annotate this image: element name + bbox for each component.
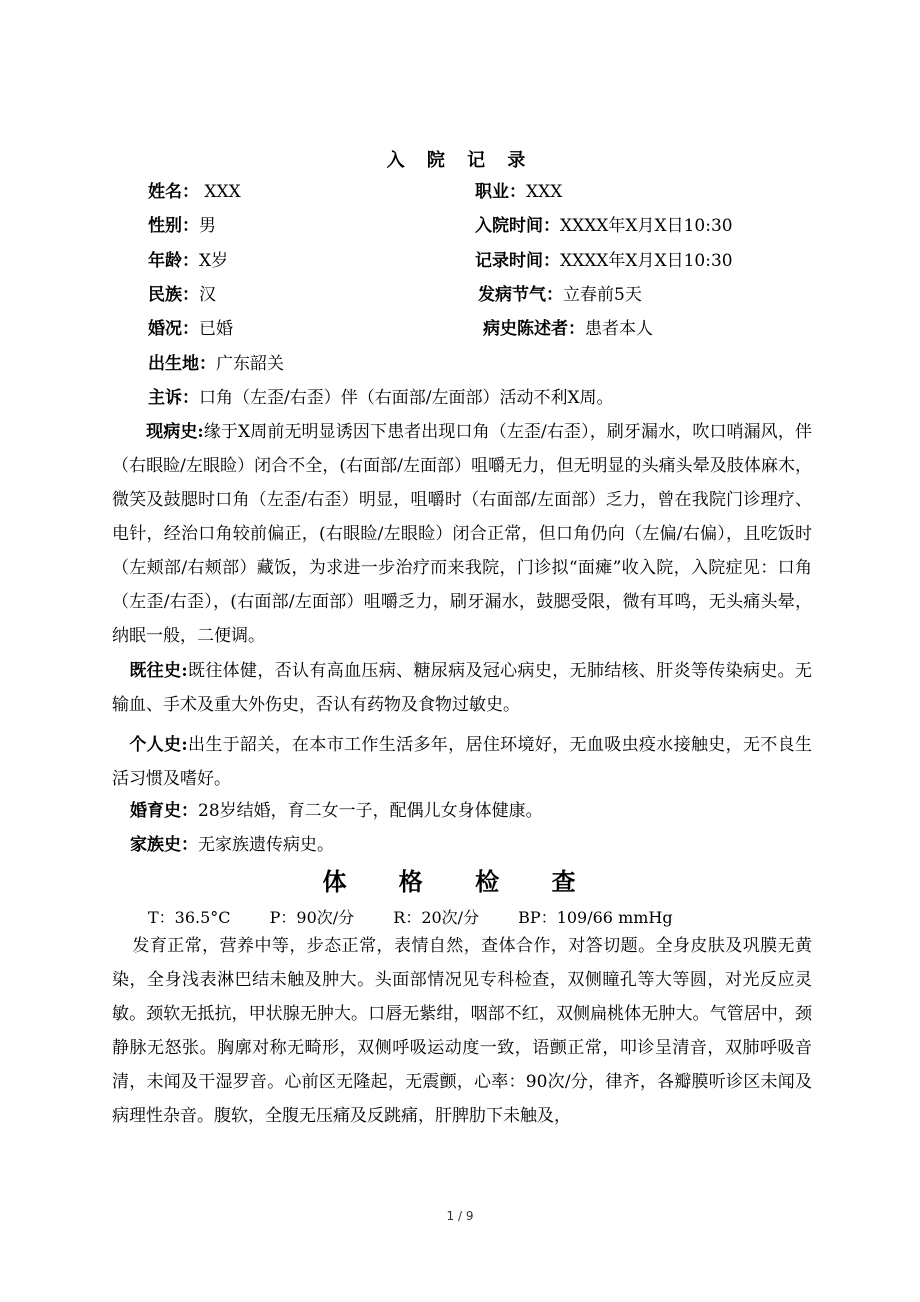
chief-complaint-label: 主诉：	[148, 388, 199, 408]
past-history-label: 既往史:	[129, 661, 188, 681]
birthplace-label: 出生地：	[148, 354, 216, 374]
marriage-history-label: 婚育史：	[130, 801, 198, 821]
narrator-value: 患者本人	[585, 319, 653, 339]
ethnicity-field	[148, 284, 216, 306]
gender-field	[148, 215, 216, 237]
name-field	[148, 181, 241, 203]
chief-complaint-text: 口角（左歪/右歪）伴（右面部/左面部）活动不利X周。	[199, 388, 614, 408]
present-illness-label: 现病史:	[146, 422, 204, 442]
ethnicity-label: 民族：	[148, 285, 199, 305]
document-title: 入 院 记 录	[386, 150, 534, 171]
exam-title: 体 格 检 查	[322, 867, 598, 896]
present-illness-section	[112, 415, 812, 653]
record-time-value: XXXX年X月X日10:30	[560, 251, 733, 271]
age-field	[148, 250, 228, 272]
vital-respiration: R：20次/分	[393, 908, 480, 927]
personal-history-label: 个人史:	[129, 735, 188, 755]
name-label: 姓名：	[148, 182, 199, 202]
page-number: 1 / 9	[446, 1209, 474, 1223]
age-label: 年龄：	[148, 251, 199, 271]
occupation-field	[475, 181, 562, 203]
narrator-label: 病史陈述者：	[483, 319, 585, 339]
admit-time-value: XXXX年X月X日10:30	[560, 216, 733, 236]
gender-label: 性别：	[148, 216, 199, 236]
record-time-field	[475, 250, 733, 272]
marital-value: 已婚	[199, 319, 233, 339]
vitals-line	[148, 905, 707, 928]
past-history-text: 既往体健，否认有高血压病、糖尿病及冠心病史，无肺结核、肝炎等传染病史。无输血、手术及重大外伤史，否认有药物及食物过敏史。	[112, 661, 813, 715]
ethnicity-value: 汉	[199, 285, 216, 305]
chief-complaint	[148, 387, 614, 409]
occupation-label: 职业：	[475, 182, 526, 202]
narrator-field	[483, 318, 653, 340]
exam-section	[112, 929, 812, 1133]
record-time-label: 记录时间：	[475, 251, 560, 271]
vital-temperature: T：36.5°C	[148, 908, 231, 927]
solar-term-value: 立春前5天	[563, 285, 642, 305]
family-history-text: 无家族遗传病史。	[198, 835, 334, 855]
vital-blood-pressure: BP：109/66 mmHg	[518, 908, 673, 927]
solar-term-label: 发病节气：	[478, 285, 563, 305]
solar-term-field	[478, 284, 642, 306]
vital-pulse: P：90次/分	[269, 908, 355, 927]
occupation-value: XXX	[526, 182, 563, 202]
birthplace-value: 广东韶关	[216, 354, 284, 374]
exam-text: 发育正常，营养中等，步态正常，表情自然，查体合作，对答切题。全身皮肤及巩膜无黄染，全身浅表淋巴结未触及肿大。头面部情况见专科检查，双侧瞳孔等大等圆，对光反应灵敏。颈软无抵抗，甲状腺无肿大。口唇无紫绀，咽部不红，双侧扁桃体无肿大。气管居中，颈静脉无怒张。胸廓对称无畸形，双侧呼吸运动度一致，语颤正常，叩诊呈清音，双肺呼吸音清，未闻及干湿罗音。心前区无隆起，无震颤，心率：90次/分，律齐，各瓣膜听诊区未闻及病理性杂音。腹软，全腹无压痛及反跳痛，肝脾肋下未触及，	[112, 936, 812, 1126]
personal-history-section	[112, 728, 812, 796]
marital-field	[148, 318, 233, 340]
family-history-label: 家族史：	[130, 835, 198, 855]
name-value: XXX	[199, 182, 241, 202]
admit-time-label: 入院时间：	[475, 216, 560, 236]
personal-history-text: 出生于韶关，在本市工作生活多年，居住环境好，无血吸虫疫水接触史，无不良生活习惯及嗜好。	[112, 735, 813, 789]
marital-label: 婚况：	[148, 319, 199, 339]
admit-time-field	[475, 215, 733, 237]
gender-value: 男	[199, 216, 216, 236]
family-history-section	[130, 834, 334, 856]
marriage-history-section	[130, 800, 543, 822]
age-value: X岁	[199, 251, 229, 271]
present-illness-text: 缘于X周前无明显诱因下患者出现口角（左歪/右歪），刷牙漏水，吹口哨漏风，伴（右眼睑/左眼睑）闭合不全，(右面部/左面部）咀嚼无力，但无明显的头痛头晕及肢体麻木，微笑及鼓腮时口角（左歪/右歪）明显，咀嚼时（右面部/左面部）乏力，曾在我院门诊理疗、电针，经治口角较前偏正，(右眼睑/左眼睑）闭合正常，但口角仍向（左偏/右偏），且吃饭时（左颊部/右颊部）藏饭，为求进一步治疗而来我院，门诊拟“面瘫”收入院，入院症见：口角（左歪/右歪），(右面部/左面部）咀嚼乏力，刷牙漏水，鼓腮受限，微有耳鸣，无头痛头晕，纳眠一般，二便调。	[112, 422, 812, 646]
marriage-history-text: 28岁结婚，育二女一子，配偶儿女身体健康。	[198, 801, 543, 821]
birthplace-field	[148, 353, 284, 375]
past-history-section	[112, 654, 812, 722]
